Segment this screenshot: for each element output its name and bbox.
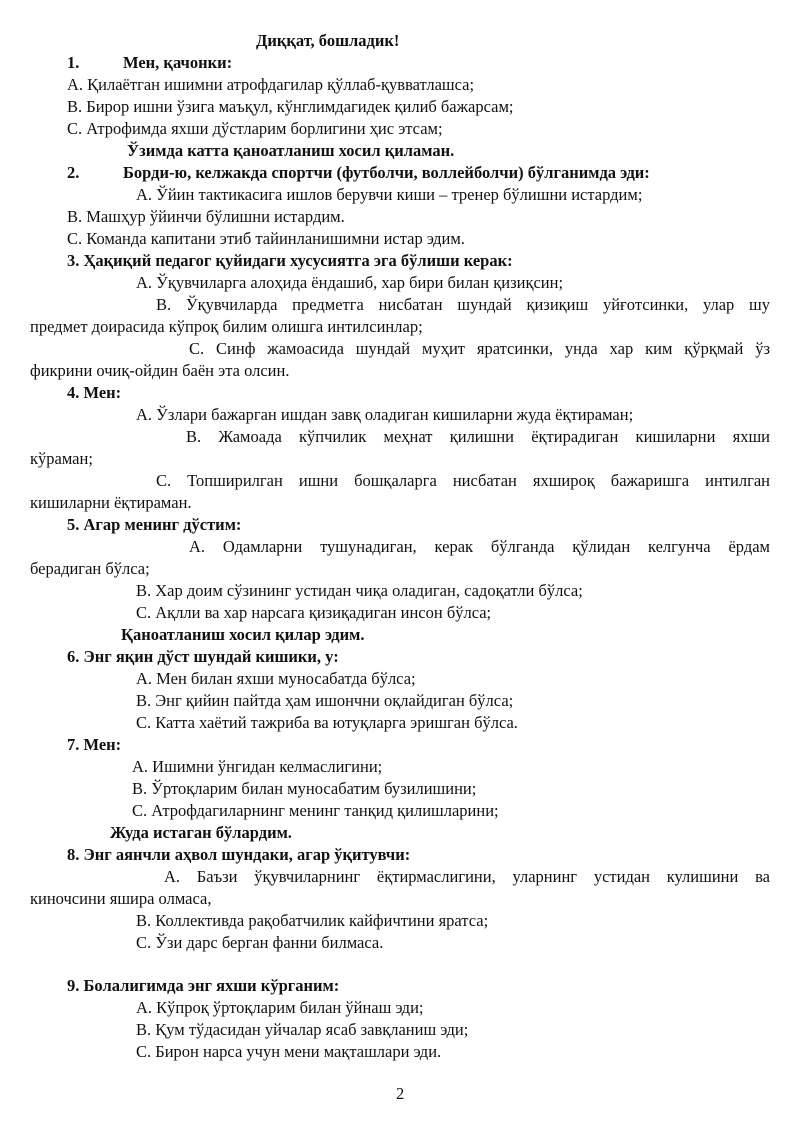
question-conclusion: Қаноатланиш хосил қилар эдим. (121, 625, 365, 644)
question-text: 4. Мен: (67, 383, 122, 402)
answer-option-continued: кишиларни ёқтираман. (30, 493, 192, 512)
answer-option: В. Қум тўдасидан уйчалар ясаб завқланиш эди; (136, 1020, 469, 1039)
question-text: 3. Ҳақиқий педагог қуйидаги хусусиятга эга бўлиши керак: (67, 251, 513, 270)
question-text: 7. Мен: (67, 735, 122, 754)
answer-option: В. Жамоада кўпчилик меҳнат қилишни ёқтирадиган кишиларни яхши (186, 427, 770, 446)
answer-option: А. Ўқувчиларга алоҳида ёндашиб, хар бири билан қизиқсин; (136, 273, 564, 292)
answer-option: С. Синф жамоасида шундай муҳит яратсинки, унда хар ким қўрқмай ўз (189, 339, 770, 358)
answer-option: В. Энг қийин пайтда ҳам ишончни оқлайдиган бўлса; (136, 691, 514, 710)
answer-option: А. Одамларни тушунадиган, керак бўлганда қўлидан келгунча ёрдам (189, 537, 770, 556)
answer-option: В. Ўқувчиларда предметга нисбатан шундай қизиқиш уйғотсинки, улар шу (156, 295, 770, 314)
question-text: 9. Болалигимда энг яхши кўрганим: (67, 976, 340, 995)
answer-option: А. Ўйин тактикасига ишлов берувчи киши – тренер бўлишни истардим; (136, 185, 643, 204)
question-number: 1. (67, 53, 80, 72)
answer-option-continued: фикрини очиқ-ойдин баён эта олсин. (30, 361, 290, 380)
answer-option-continued: берадиган бўлса; (30, 559, 150, 578)
answer-option: С. Ақлли ва хар нарсага қизиқадиган инсон бўлса; (136, 603, 492, 622)
question-text: 6. Энг яқин дўст шундай кишики, у: (67, 647, 339, 666)
answer-option: В. Бирор ишни ўзига маъқул, кўнглимдагидек қилиб бажарсам; (67, 97, 514, 116)
answer-option: А. Мен билан яхши муносабатда бўлса; (136, 669, 416, 688)
answer-option: А. Баъзи ўқувчиларнинг ёқтирмаслигини, уларнинг устидан кулишини ва (164, 867, 770, 886)
answer-option: С. Атрофимда яхши дўстларим борлигини ҳис этсам; (67, 119, 443, 138)
answer-option: А. Ўзлари бажарган ишдан завқ оладиган кишиларни жуда ёқтираман; (136, 405, 634, 424)
answer-option: А. Кўпроқ ўртоқларим билан ўйнаш эди; (136, 998, 424, 1017)
answer-option: С. Ўзи дарс берган фанни билмаса. (136, 933, 384, 952)
answer-option-continued: кўраман; (30, 449, 93, 468)
page-number: 2 (396, 1084, 405, 1103)
question-text: Борди-ю, келжакда спортчи (футболчи, воллейболчи) бўлганимда эди: (123, 163, 650, 182)
answer-option: С. Атрофдагиларнинг менинг танқид қилишларини; (132, 801, 499, 820)
answer-option: С. Топширилган ишни бошқаларга нисбатан яхшироқ бажаришга интилган (156, 471, 770, 490)
question-conclusion: Ўзимда катта қаноатланиш хосил қиламан. (127, 141, 455, 160)
answer-option: В. Коллективда рақобатчилик кайфичтини яратса; (136, 911, 489, 930)
answer-option: В. Хар доим сўзининг устидан чиқа оладиган, садоқатли бўлса; (136, 581, 583, 600)
answer-option: А. Ишимни ўнгидан келмаслигини; (132, 757, 383, 776)
page-title: Диққат, бошладик! (256, 31, 400, 50)
question-conclusion: Жуда истаган бўлардим. (110, 823, 292, 842)
answer-option: С. Команда капитани этиб тайинланишимни истар эдим. (67, 229, 465, 248)
answer-option-continued: предмет доирасида кўпроқ билим олишга интилсинлар; (30, 317, 423, 336)
answer-option: С. Катта хаётий тажриба ва ютуқларга эришган бўлса. (136, 713, 518, 732)
answer-option: В. Машҳур ўйинчи бўлишни истардим. (67, 207, 345, 226)
question-number: 2. (67, 163, 80, 182)
answer-option: В. Ўртоқларим билан муносабатим бузилишини; (132, 779, 477, 798)
answer-option: А. Қилаётган ишимни атрофдагилар қўллаб-қувватлашса; (67, 75, 475, 94)
answer-option: С. Бирон нарса учун мени мақташлари эди. (136, 1042, 442, 1061)
question-text: 8. Энг аянчли аҳвол шундаки, агар ўқитувчи: (67, 845, 411, 864)
question-text: Мен, қачонки: (123, 53, 233, 72)
question-text: 5. Агар менинг дўстим: (67, 515, 242, 534)
answer-option-continued: киночсини яшира олмаса, (30, 889, 212, 908)
